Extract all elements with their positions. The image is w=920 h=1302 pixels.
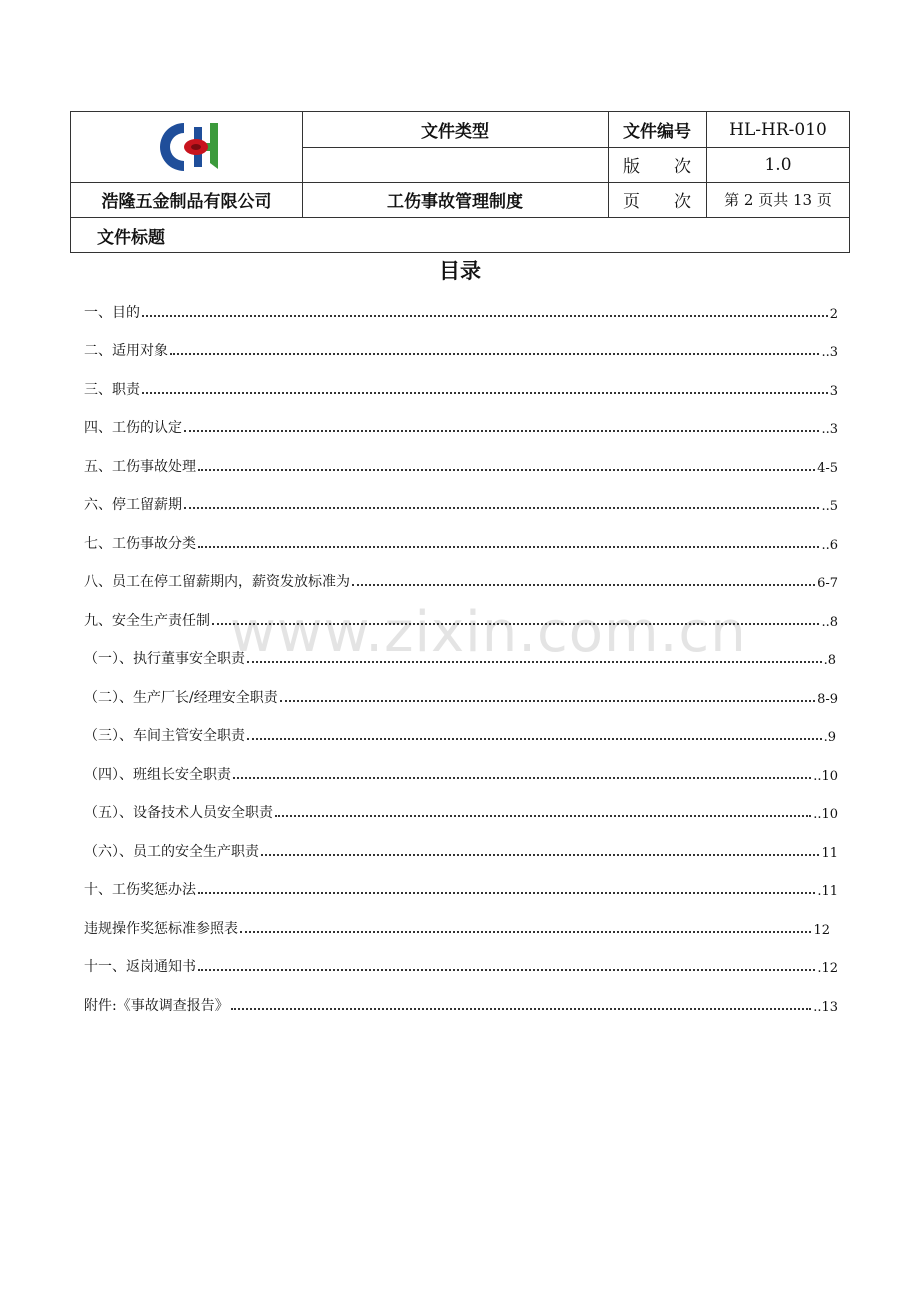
toc-leader-dots xyxy=(198,545,819,548)
toc-entry-page: 8-9 xyxy=(817,692,838,707)
toc-entry-page: ..10 xyxy=(813,807,838,822)
toc-entry-label: 七、工伤事故分类 xyxy=(84,536,196,552)
file-title-label: 文件标题 xyxy=(97,228,165,248)
toc-leader-dots xyxy=(198,468,815,471)
company-logo xyxy=(71,112,302,182)
toc-entry-page: .12 xyxy=(817,961,838,976)
toc-leader-dots xyxy=(352,583,815,586)
file-type-value xyxy=(302,147,608,182)
toc-entry-page: .11 xyxy=(817,884,838,899)
toc-entry-page: 11 xyxy=(821,846,838,861)
toc-entry-page: ..13 xyxy=(813,1000,838,1015)
toc-entry-page: 2 xyxy=(829,307,838,322)
toc-entry-page: 12 xyxy=(813,923,830,938)
toc-entry-label: 五、工伤事故处理 xyxy=(84,459,196,475)
toc-entry-label: 六、停工留薪期 xyxy=(84,497,182,513)
toc-leader-dots xyxy=(280,699,815,702)
page-value: 第 2 页共 13 页 xyxy=(724,191,832,209)
toc-title: 目录 xyxy=(439,259,481,283)
toc-leader-dots xyxy=(198,968,815,971)
toc-entry-label: 九、安全生产责任制 xyxy=(84,613,210,629)
toc-entry-page: ..6 xyxy=(821,538,838,553)
toc-leader-dots xyxy=(198,891,815,894)
toc-entry-label: 八、员工在停工留薪期内，薪资发放标准为 xyxy=(84,574,350,590)
toc-entry-label: （一）、执行董事安全职责 xyxy=(84,651,245,667)
toc-entry[interactable] xyxy=(84,837,838,861)
toc-leader-dots xyxy=(170,352,819,355)
toc-entry[interactable] xyxy=(84,336,838,360)
toc-entry[interactable] xyxy=(84,452,838,476)
toc-entry[interactable] xyxy=(84,683,838,707)
toc-entry-page: ..3 xyxy=(821,422,838,437)
document-name: 工伤事故管理制度 xyxy=(387,192,523,212)
document-header-table xyxy=(70,111,850,253)
toc-entry-page: ..10 xyxy=(813,769,838,784)
version-label: 版 次 xyxy=(623,157,691,177)
file-type-label: 文件类型 xyxy=(421,122,489,142)
company-name: 浩隆五金制品有限公司 xyxy=(101,192,272,212)
toc-entry[interactable] xyxy=(84,490,838,514)
toc-entry[interactable] xyxy=(84,606,838,630)
watermark: www.zixin.com.cn xyxy=(230,600,747,665)
toc-leader-dots xyxy=(142,314,828,317)
toc-entry-label: 违规操作奖惩标准参照表 xyxy=(84,921,238,937)
toc-entry[interactable] xyxy=(84,721,836,745)
toc-leader-dots xyxy=(247,737,822,740)
toc-leader-dots xyxy=(275,814,811,817)
toc-entry[interactable] xyxy=(84,991,838,1015)
toc-entry[interactable] xyxy=(84,798,838,822)
toc-entry-label: 一、目的 xyxy=(84,305,140,321)
toc-leader-dots xyxy=(261,853,819,856)
toc-leader-dots xyxy=(184,429,819,432)
toc-leader-dots xyxy=(240,930,811,933)
toc-leader-dots xyxy=(184,506,819,509)
page-label: 页 次 xyxy=(623,192,691,212)
toc-entry[interactable] xyxy=(84,375,838,399)
toc-entry[interactable] xyxy=(84,644,836,668)
toc-entry-label: （四）、班组长安全职责 xyxy=(84,767,231,783)
toc-entry-label: 三、职责 xyxy=(84,382,140,398)
toc-entry[interactable] xyxy=(84,875,838,899)
toc-entry-page: ..8 xyxy=(821,615,838,630)
toc-entry-label: （六）、员工的安全生产职责 xyxy=(84,844,259,860)
toc-entry[interactable] xyxy=(84,952,838,976)
toc-entry[interactable] xyxy=(84,298,838,322)
toc-entry-label: 十、工伤奖惩办法 xyxy=(84,882,196,898)
toc-entry-page: 4-5 xyxy=(817,461,838,476)
file-number-value: HL-HR-010 xyxy=(729,119,827,140)
toc-entry-label: 十一、返岗通知书 xyxy=(84,959,196,975)
toc-entry-page: ..5 xyxy=(821,499,838,514)
file-number-label: 文件编号 xyxy=(623,122,691,142)
version-value: 1.0 xyxy=(764,154,792,175)
toc-entry[interactable] xyxy=(84,914,830,938)
toc-entry-label: （二）、生产厂长/经理安全职责 xyxy=(84,690,278,706)
toc-leader-dots xyxy=(233,776,811,779)
toc-leader-dots xyxy=(247,660,822,663)
company-logo-icon xyxy=(144,119,230,175)
toc-entry-label: 附件:《事故调查报告》 xyxy=(84,998,229,1014)
toc-entry-page: .8 xyxy=(823,653,836,668)
toc-leader-dots xyxy=(231,1007,811,1010)
toc-leader-dots xyxy=(212,622,819,625)
toc-entry-page: 3 xyxy=(829,384,838,399)
toc-entry-page: ..3 xyxy=(821,345,838,360)
toc-entry-label: 四、工伤的认定 xyxy=(84,420,182,436)
toc-entry-label: （五）、设备技术人员安全职责 xyxy=(84,805,273,821)
toc-entry-page: .9 xyxy=(823,730,836,745)
toc-entry[interactable] xyxy=(84,760,838,784)
toc-entry-label: （三）、车间主管安全职责 xyxy=(84,728,245,744)
toc-entry[interactable] xyxy=(84,413,838,437)
toc-entry-label: 二、适用对象 xyxy=(84,343,168,359)
toc-leader-dots xyxy=(142,391,828,394)
toc-entry[interactable] xyxy=(84,529,838,553)
toc-entry[interactable] xyxy=(84,567,838,591)
toc-entry-page: 6-7 xyxy=(817,576,838,591)
